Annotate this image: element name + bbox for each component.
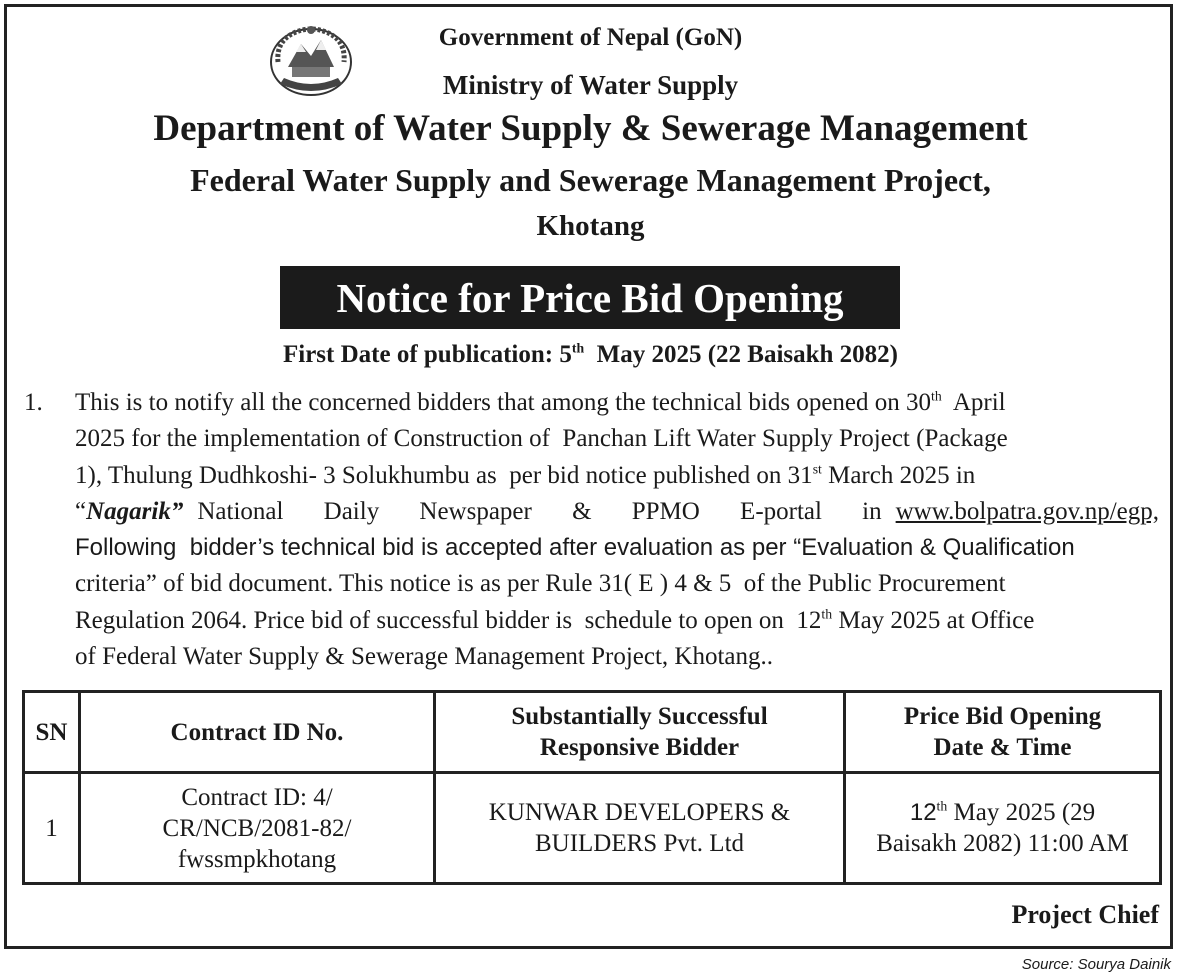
source-credit: Source: Sourya Dainik bbox=[1021, 956, 1171, 973]
paragraph-line: Regulation 2064. Price bid of successful bidder is schedule to open on 12th May 2025 at Office bbox=[75, 606, 1035, 634]
cell-contract-id: Contract ID: 4/ CR/NCB/2081-82/ fwssmpkhotang bbox=[80, 773, 435, 884]
paragraph-line: Following bidder’s technical bid is accepted after evaluation as per “Evaluation & Qualification bbox=[75, 534, 1075, 562]
table-header-row bbox=[24, 692, 1161, 773]
cell-bidder: KUNWAR DEVELOPERS & BUILDERS Pvt. Ltd bbox=[435, 773, 845, 884]
paragraph-number: 1. bbox=[24, 389, 43, 416]
paragraph-line: 1), Thulung Dudhkoshi- 3 Solukhumbu as per bid notice published on 31st March 2025 in bbox=[75, 461, 976, 489]
publication-date: First Date of publication: 5th May 2025 (22 Baisakh 2082) bbox=[282, 340, 898, 368]
government-heading: Government of Nepal (GoN) bbox=[438, 24, 743, 51]
header-sn: SN bbox=[24, 692, 80, 773]
notice-title: Notice for Price Bid Opening bbox=[280, 266, 900, 329]
table-row bbox=[24, 773, 1161, 884]
paragraph-line: “Nagarik” National Daily Newspaper & PPMO E-portal in www.bolpatra.gov.np/egp, bbox=[75, 494, 1159, 530]
project-heading: Federal Water Supply and Sewerage Management Project, bbox=[190, 162, 991, 198]
cell-opening-date: 12th May 2025 (29 Baisakh 2082) 11:00 AM bbox=[845, 773, 1161, 884]
header-contract-id: Contract ID No. bbox=[80, 692, 435, 773]
notice-paragraph bbox=[75, 385, 1159, 675]
signature: Project Chief bbox=[1011, 900, 1159, 929]
header-bidder: Substantially Successful Responsive Bidder bbox=[435, 692, 845, 773]
ministry-heading: Ministry of Water Supply bbox=[442, 70, 739, 100]
header-opening-date: Price Bid Opening Date & Time bbox=[845, 692, 1161, 773]
paragraph-line: of Federal Water Supply & Sewerage Management Project, Khotang.. bbox=[75, 643, 774, 671]
department-heading: Department of Water Supply & Sewerage Management bbox=[153, 108, 1028, 149]
cell-sn: 1 bbox=[24, 773, 80, 884]
bid-table bbox=[22, 690, 1162, 885]
location-heading: Khotang bbox=[536, 210, 645, 242]
paragraph-line: 2025 for the implementation of Construction of Panchan Lift Water Supply Project (Package bbox=[75, 425, 1008, 453]
paragraph-line: criteria” of bid document. This notice is as per Rule 31( E ) 4 & 5 of the Public Procurement bbox=[75, 570, 1006, 598]
bolpatra-link[interactable]: www.bolpatra.gov.np/egp, bbox=[895, 497, 1159, 525]
paragraph-line: This is to notify all the concerned bidders that among the technical bids opened on 30th April bbox=[75, 388, 1006, 416]
newspaper-name: Nagarik” bbox=[86, 497, 184, 525]
